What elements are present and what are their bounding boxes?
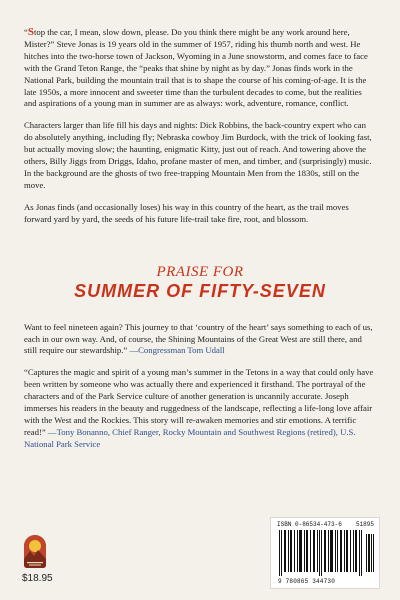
description-paragraph-1 — [24, 27, 376, 110]
barcode-bars — [277, 530, 375, 576]
barcode — [270, 517, 380, 589]
publisher-logo-icon — [24, 535, 46, 568]
praise-heading-block — [24, 264, 376, 302]
praise-quote-2-attribution: —Tony Bonanno, Chief Ranger, Rocky Mountain and Southwest Regions (retired), U.S. National Park Service — [24, 426, 356, 449]
description-paragraph-3: As Jonas finds (and occasionally loses) his way in this country of the heart, as the trail moves forward yard by yard, the seeds of his future life-trail take fire, root, and blossom. — [24, 201, 349, 224]
open-quote: “ — [24, 27, 28, 37]
drop-cap-letter: S — [27, 26, 34, 38]
praise-quote-1-attribution: —Congressman Tom Udall — [129, 345, 225, 356]
praise-quote-2 — [24, 367, 376, 450]
praise-quotes — [24, 322, 376, 451]
book-title: SUMMER OF FIFTY-SEVEN — [74, 280, 326, 301]
praise-quote-1-text: Want to feel nineteen again? This journey to that ‘country of the heart’ says something to each of us, each in our own way. And, of course, the Shining Mountains of the Great West are still there, and still require our stewardship.” — [24, 321, 373, 356]
barcode-digits: 9 780865 344730 — [278, 578, 336, 585]
isbn-label: ISBN 0-86534-473-6 — [277, 521, 342, 528]
description-paragraph-2: Characters larger than life fill his days and nights: Dick Robbins, the back-country expert who can do absolutely anything, including fly; Nebraska cowboy Jim Burdock, with the trick of looking fast, but actually moving slow; the haunting, enigmatic Kitty, just out of reach. And towering above the others, Billy Jiggs from Driggs, Idaho, profane master of men, and timber, and (surprisingly) music. In the background are the ghosts of two free-trapping Mountain Men from the 1830s, still on the move. — [24, 120, 372, 190]
description-paragraph-1-text: top the car, I mean, slow down, please. Do you think there might be any work around here, Mister?” Steve Jonas is 19 years old in the summer of 1957, riding his thumb north and west. He hitches into the two-horse town of Jackson, Wyoming in a June snowstorm, and comes face to face with the Grand Teton Range, the “peaks that shine by night as by day.” Jonas finds work in the National Park, building the mountain trail that is to shape the course of his coming-of-age. It is the late 1950s, a more innocent and sweeter time than the turbulent decades to come, but the realities and aspirations of a young man in summer are as always: work, adventure, romance, conflict. — [24, 27, 368, 109]
praise-heading: PRAISE FOR — [156, 263, 244, 280]
barcode-supplement-number: 51895 — [355, 521, 374, 528]
price-label: $18.95 — [22, 573, 53, 584]
praise-quote-1 — [24, 322, 376, 358]
praise-quote-2-text: “Captures the magic and spirit of a young man’s summer in the Tetons in a way that could only have been written by someone who was actually there and experienced it firsthand. The portrayal of the characters and of the Park Service culture of another generation is uncannily accurate. Joseph immerses his readers in the beauty and ruggedness of the landscape, reflecting a life-long love affair with the West and the Rockies. This story will re-awaken memories and stir emotions. A terrific read!” — [24, 367, 374, 437]
